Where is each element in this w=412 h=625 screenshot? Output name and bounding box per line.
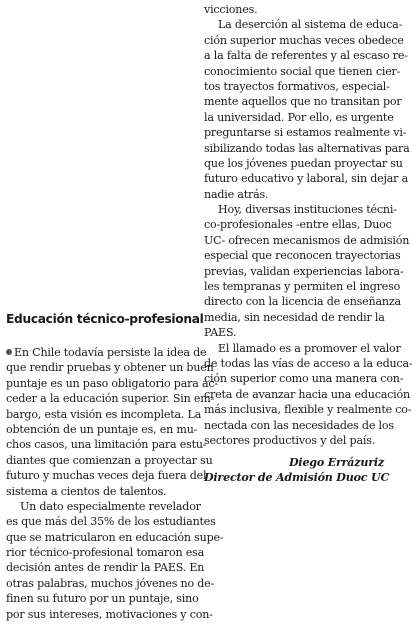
text-line: mente aquellos que no transitan por bbox=[204, 95, 402, 109]
text-line: directo con la licencia de enseñanza bbox=[204, 295, 401, 309]
text-line: nectada con las necesidades de los bbox=[204, 418, 394, 432]
text-line: por sus intereses, motivaciones y con- bbox=[6, 607, 213, 621]
text-line: ceder a la educación superior. Sin em- bbox=[6, 392, 215, 406]
text-line: creta de avanzar hacia una educación bbox=[204, 387, 410, 401]
text-line: La deserción al sistema de educa- bbox=[218, 18, 403, 32]
text-line: diantes que comienzan a proyectar su bbox=[6, 453, 213, 467]
text-line: sectores productivos y del país. bbox=[204, 433, 376, 447]
text-line: previas, validan experiencias labora- bbox=[204, 264, 404, 278]
signature bbox=[204, 455, 390, 486]
left-column bbox=[6, 345, 224, 622]
text-line: preguntarse si estamos realmente vi- bbox=[204, 126, 407, 140]
text-line: tos trayectos formativos, especial- bbox=[204, 79, 390, 93]
text-line: futuro y muchas veces deja fuera del bbox=[6, 469, 207, 483]
text-line: finen su futuro por un puntaje, sino bbox=[6, 592, 199, 606]
text-line: les tempranas y permiten el ingreso bbox=[204, 280, 401, 294]
right-column bbox=[204, 2, 412, 448]
text-line: conocimiento social que tienen cier- bbox=[204, 64, 401, 78]
text-line: que los jóvenes puedan proyectar su bbox=[204, 156, 403, 170]
text-line: nadie atrás. bbox=[204, 187, 269, 201]
text-line: sistema a cientos de talentos. bbox=[6, 484, 167, 498]
text-line: especial que reconocen trayectorias bbox=[204, 249, 401, 263]
text-line: Un dato especialmente revelador bbox=[20, 499, 201, 513]
text-line: a la falta de referentes y al escaso re- bbox=[204, 49, 408, 63]
article-heading: Educación técnico-profesional bbox=[6, 312, 204, 326]
text-line-content: En Chile todavía persiste la idea de bbox=[14, 346, 207, 359]
text-line: vicciones. bbox=[204, 3, 258, 16]
text-line: que se matricularon en educación supe- bbox=[6, 530, 224, 544]
text-line: media, sin necesidad de rendir la bbox=[204, 310, 385, 324]
text-line: la universidad. Por ello, es urgente bbox=[204, 110, 394, 124]
text-line: obtención de un puntaje es, en mu- bbox=[6, 422, 198, 436]
text-line: ción superior muchas veces obedece bbox=[204, 33, 404, 47]
author-name: Diego Errázuriz bbox=[289, 456, 384, 469]
text-line: co-profesionales -entre ellas, Duoc bbox=[204, 218, 392, 232]
text-line: El llamado es a promover el valor bbox=[218, 341, 401, 355]
text-line: rior técnico-profesional tomaron esa bbox=[6, 546, 205, 560]
text-line: Hoy, diversas instituciones técni- bbox=[218, 203, 397, 217]
text-line: que rendir pruebas y obtener un buen bbox=[6, 361, 214, 375]
text-line bbox=[6, 345, 207, 360]
text-line: sibilizando todas las alternativas para bbox=[204, 141, 410, 155]
text-line: puntaje es un paso obligatorio para ac- bbox=[6, 376, 218, 390]
author-title: Director de Admisión Duoc UC bbox=[204, 471, 390, 485]
text-line: ción superior como una manera con- bbox=[204, 372, 404, 386]
text-line: bargo, esta visión es incompleta. La bbox=[6, 407, 202, 421]
text-line: es que más del 35% de los estudiantes bbox=[6, 515, 216, 529]
text-line: de todas las vías de acceso a la educa- bbox=[204, 356, 412, 370]
text-line: futuro educativo y laboral, sin dejar a bbox=[204, 172, 409, 186]
text-line: UC- ofrecen mecanismos de admisión bbox=[204, 233, 410, 247]
bullet-icon bbox=[6, 349, 12, 355]
text-line: chos casos, una limitación para estu- bbox=[6, 438, 207, 452]
text-line: más inclusiva, flexible y realmente co- bbox=[204, 403, 412, 417]
text-line: decisión antes de rendir la PAES. En bbox=[6, 561, 205, 575]
text-line: PAES. bbox=[204, 326, 237, 340]
text-line: otras palabras, muchos jóvenes no de- bbox=[6, 576, 215, 590]
